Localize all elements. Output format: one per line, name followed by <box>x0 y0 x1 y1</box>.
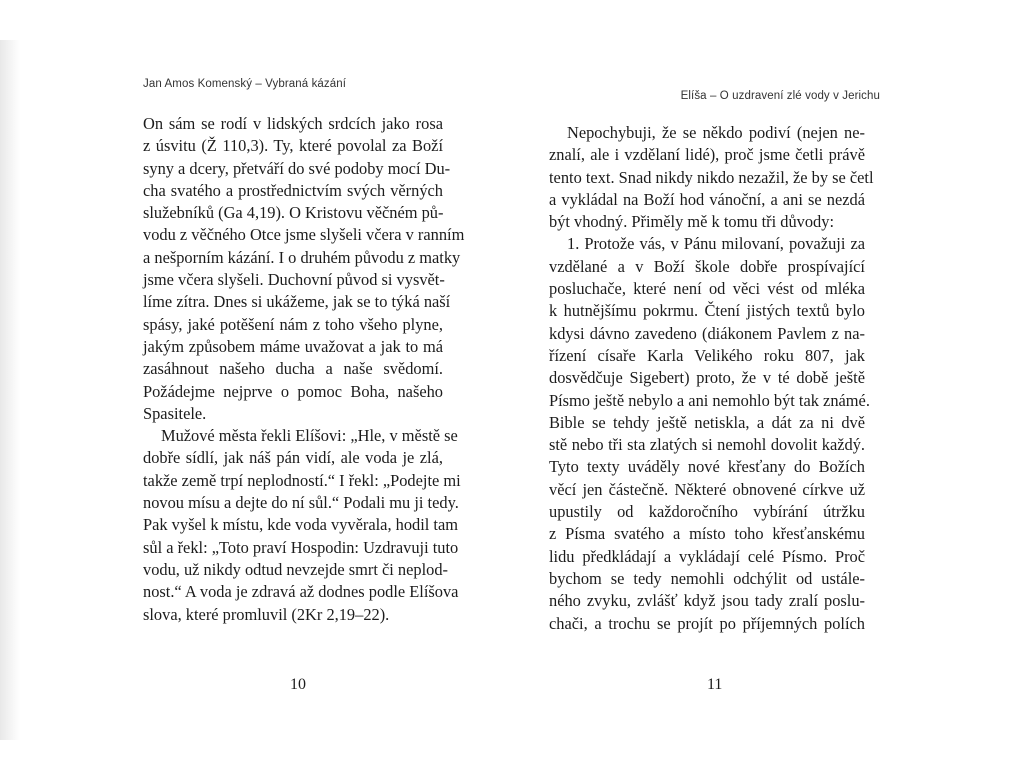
text-line: řízení císaře Karla Velikého roku 807, jak <box>549 345 865 365</box>
text-line: Bible se tehdy ještě netiskla, a dát za ni dvě <box>549 412 865 432</box>
text-line: nost.“ A voda je zdravá až dodnes podle Elíšova <box>143 582 459 602</box>
text-line: dosvědčuje Sigebert) proto, že v té době ještě <box>549 368 865 388</box>
text-line: jsme včera slyšeli. Duchovní původ si vysvět- <box>143 270 445 290</box>
text-line: takže země trpí neplodností.“ I řekl: „Podejte mi <box>143 470 461 490</box>
text-line: novou mísu a dejte do ní sůl.“ Podali mu ji tedy. <box>143 493 459 513</box>
left-body-text <box>143 113 465 626</box>
text-line: a nešporním kázání. I o druhém původu z matky <box>143 247 461 267</box>
text-line: a vykládal na Boží hod vánoční, a ani se nezdá <box>549 189 865 209</box>
text-line: Pak vyšel k místu, kde voda vyvěrala, hodil tam <box>143 515 459 535</box>
left-running-head: Jan Amos Komenský – Vybraná kázání <box>143 78 347 90</box>
right-page <box>512 0 1024 768</box>
text-line: být vhodný. Přiměly mě k tomu tři důvody: <box>549 212 835 232</box>
text-line: Mužové města řekli Elíšovi: „Hle, v městě se <box>161 426 458 446</box>
text-line: vodu, už nikdy odtud nevzejde smrt či neplod- <box>143 559 448 579</box>
text-line: spásy, jaké potěšení nám z toho všeho plyne, <box>143 314 443 334</box>
text-line: Nepochybuji, že se někdo podiví (nejen ne- <box>567 123 865 142</box>
text-line: tento text. Snad nikdy nikdo nezažil, že by se četl <box>549 167 874 187</box>
text-line: On sám se rodí v lidských srdcích jako rosa <box>143 114 443 133</box>
text-line: služebníků (Ga 4,19). O Kristovu věčném pů- <box>143 203 444 223</box>
text-line: cha svatého a prostřednictvím svých věrných <box>143 180 443 200</box>
text-line: vzdělané a v Boží škole dobře prospívající <box>549 256 865 276</box>
text-line: ného zvyku, zvlášť když jsou tady zralí poslu- <box>549 591 865 611</box>
text-line: Písmo ještě nebylo a ani nemohlo být tak známé. <box>549 390 870 410</box>
text-line: upustily od každoročního vybírání útržku <box>549 502 865 522</box>
text-line: chači, a trochu se projít po příjemných polích <box>549 613 865 633</box>
left-page-number: 10 <box>290 676 306 693</box>
text-line: lidu předkládají a vykládají celé Písmo. Proč <box>549 546 865 566</box>
text-line: syny a dcery, přetváří do své podoby mocí Du- <box>143 158 451 178</box>
text-line: Tyto texty uváděly nové křesťany do Božích <box>549 457 865 477</box>
text-line: zasáhnout našeho ducha a naše svědomí. <box>143 359 443 379</box>
text-line: z úsvitu (Ž 110,3). Ty, které povolal za Boží <box>143 136 443 156</box>
right-body-text <box>549 122 874 635</box>
text-line: líme zítra. Dnes si ukážeme, jak se to týká naší <box>143 292 451 312</box>
text-line: stě nebo tři sta zlatých si nemohl dovolit každý. <box>549 435 865 455</box>
text-line: znalí, ale i vzdělaní lidé), proč jsme četli právě <box>549 145 865 165</box>
text-line: kdysi dávno zavedeno (diákonem Pavlem z na- <box>549 323 865 343</box>
text-line: k hutnějšímu pokrmu. Čtení jistých textů bylo <box>549 301 865 321</box>
text-line: posluchače, které není od věci vést od mléka <box>549 279 865 299</box>
right-running-head: Elíša – O uzdravení zlé vody v Jerichu <box>680 90 880 102</box>
text-line: vodu z věčného Otce jsme slyšeli včera v ranním <box>143 225 465 245</box>
text-line: sůl a řekl: „Toto praví Hospodin: Uzdravuji tuto <box>143 537 459 557</box>
text-line: Spasitele. <box>143 403 207 423</box>
text-line: z Písma svatého a místo toho křesťanskému <box>549 524 865 544</box>
text-line: jakým způsobem máme uvažovat a jak to má <box>143 336 443 356</box>
text-line: 1. Protože vás, v Pánu milovaní, považuji za <box>567 234 865 254</box>
text-line: dobře sídlí, jak náš pán vidí, ale voda je zlá, <box>143 448 443 468</box>
text-line: bychom se tedy nemohli odchýlit od ustále- <box>549 568 865 588</box>
right-page-number: 11 <box>707 676 723 693</box>
text-line: Požádejme nejprve o pomoc Boha, našeho <box>143 381 443 401</box>
text-line: slova, které promluvil (2Kr 2,19–22). <box>143 604 390 624</box>
text-line: věcí jen částečně. Některé obnovené církve už <box>549 479 865 499</box>
